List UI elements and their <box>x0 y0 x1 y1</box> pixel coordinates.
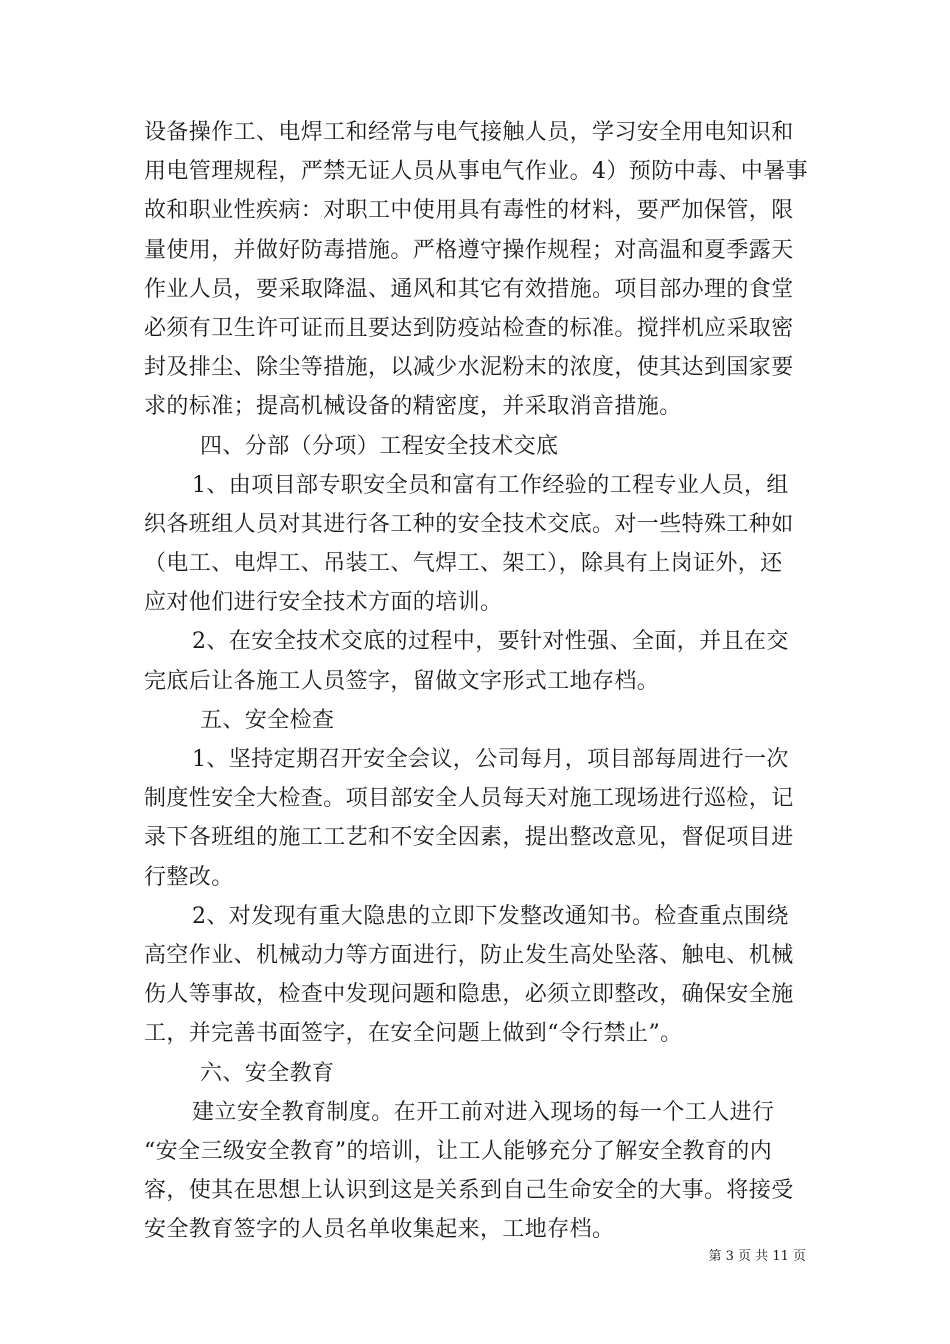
section-heading: 五、安全检查 <box>200 707 335 733</box>
text-line: （电工、电焊工、吊装工、气焊工、架工），除具有上岗证外，还 <box>144 551 783 577</box>
text-line: 设备操作工、电焊工和经常与电气接触人员，学习安全用电知识和 <box>144 120 794 145</box>
section-heading: 六、安全教育 <box>200 1060 335 1086</box>
text-line: 1、由项目部专职安全员和富有工作经验的工程专业人员，组 <box>192 472 789 498</box>
text-line: 织各班组人员对其进行各工种的安全技术交底。对一些特殊工种如 <box>144 511 794 537</box>
text-line: 完底后让各施工人员签字，留做文字形式工地存档。 <box>144 668 660 694</box>
text-line: 工，并完善书面签字，在安全问题上做到“令行禁止”。 <box>144 1021 683 1047</box>
text-line: 1、坚持定期召开安全会议，公司每月，项目部每周进行一次 <box>192 747 789 772</box>
text-line: “安全三级安全教育”的培训，让工人能够充分了解安全教育的内 <box>144 1138 773 1164</box>
text-line: 容，使其在思想上认识到这是关系到自己生命安全的大事。将接受 <box>144 1178 794 1204</box>
text-line: 2、在安全技术交底的过程中，要针对性强、全面，并且在交 <box>192 629 789 655</box>
text-line: 行整改。 <box>144 864 234 890</box>
text-line: 用电管理规程，严禁无证人员从事电气作业。4）预防中毒、中暑事 <box>144 159 808 185</box>
text-line: 必须有卫生许可证而且要达到防疫站检查的标准。搅拌机应采取密 <box>144 315 794 341</box>
text-line: 故和职业性疾病：对职工中使用具有毒性的材料，要严加保管，限 <box>144 198 794 224</box>
text-line: 制度性安全大检查。项目部安全人员每天对施工现场进行巡检，记 <box>144 786 794 812</box>
text-line: 求的标准；提高机械设备的精密度，并采取消音措施。 <box>144 394 682 420</box>
page-number: 第 3 页 共 11 页 <box>708 1249 806 1264</box>
section-heading: 四、分部（分项）工程安全技术交底 <box>200 433 559 459</box>
text-line: 2、对发现有重大隐患的立即下发整改通知书。检查重点围绕 <box>192 903 789 929</box>
text-line: 作业人员，要采取降温、通风和其它有效措施。项目部办理的食堂 <box>144 276 794 302</box>
text-line: 录下各班组的施工工艺和不安全因素，提出整改意见，督促项目进 <box>144 825 794 851</box>
text-line: 伤人等事故，检查中发现问题和隐患，必须立即整改，确保安全施 <box>144 982 794 1008</box>
text-line: 量使用，并做好防毒措施。严格遵守操作规程；对高温和夏季露天 <box>144 237 794 263</box>
text-line: 建立安全教育制度。在开工前对进入现场的每一个工人进行 <box>192 1099 775 1125</box>
text-line: 封及排尘、除尘等措施，以减少水泥粉末的浓度，使其达到国家要 <box>144 355 794 381</box>
text-line: 应对他们进行安全技术方面的培训。 <box>144 590 503 616</box>
text-line: 安全教育签字的人员名单收集起来，工地存档。 <box>144 1217 615 1243</box>
text-line: 高空作业、机械动力等方面进行，防止发生高处坠落、触电、机械 <box>144 942 794 968</box>
document-body <box>144 113 812 1249</box>
